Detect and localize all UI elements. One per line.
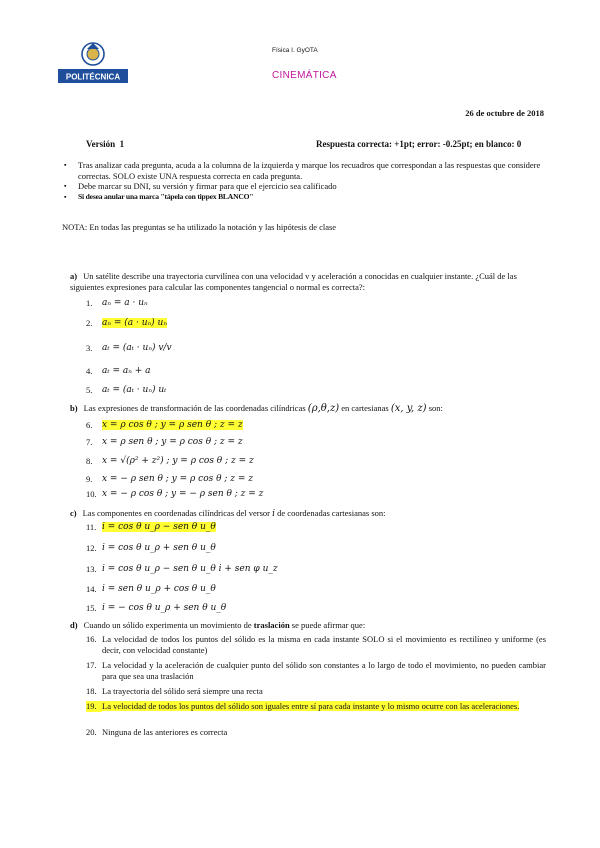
option-11[interactable]: 11. i = cos θ u_ρ − sen θ u_θ xyxy=(86,522,216,532)
cartesian-coords: (x, y, z) xyxy=(390,403,427,414)
option-2[interactable]: 2. aₙ = (a · uₙ) uₙ xyxy=(86,318,167,328)
option-9[interactable]: 9. x = − ρ sen θ ; y = ρ cos θ ; z = z xyxy=(86,474,254,484)
question-text: Las expresiones de transformación de las coordenadas cilíndricas xyxy=(83,403,306,413)
option-17[interactable]: 17. La velocidad y la aceleración de cualquier punto del sólido son constantes a lo largo de todo el movimiento, no pueden cambiar para que sea una traslación xyxy=(86,660,546,681)
logo-text: POLITÉCNICA xyxy=(65,72,121,82)
option-expression: i = − cos θ u_ρ + sen θ u_θ xyxy=(102,603,227,613)
option-14[interactable]: 14. i = sen θ u_ρ + cos θ u_θ xyxy=(86,584,216,594)
option-7[interactable]: 7. x = ρ sen θ ; y = ρ cos θ ; z = z xyxy=(86,437,243,447)
page-title: CINEMÁTICA xyxy=(272,70,337,81)
option-16[interactable]: 16. La velocidad de todos los puntos del sólido es la misma en cada instante SOLO si el movimiento es rectilíneo y uniforme (es decir, con velocidad constante) xyxy=(86,634,546,655)
option-text: La velocidad de todos los puntos del sólido es la misma en cada instante SOLO si el movimiento es rectilíneo y uniforme (es decir, con velocidad constante) xyxy=(102,634,546,655)
option-expression: aₙ = (a · uₙ) uₙ xyxy=(102,318,167,328)
version-label: Versión 1 xyxy=(86,139,125,149)
option-expression: aₜ = aₙ + a xyxy=(102,366,151,376)
question-label: a) xyxy=(70,271,78,281)
option-expression: aₜ = (aₜ · uₙ) uₜ xyxy=(102,385,167,395)
option-expression: i = cos θ u_ρ − sen θ u_θ i + sen φ u_z xyxy=(102,564,278,574)
question-keyword: traslación xyxy=(253,620,290,630)
nota-text: NOTA: En todas las preguntas se ha utilizado la notación y las hipótesis de clase xyxy=(62,222,337,232)
question-text: Cuando un sólido experimenta un movimiento de xyxy=(83,620,252,630)
option-4[interactable]: 4. aₜ = aₙ + a xyxy=(86,366,151,376)
option-expression: x = ρ cos θ ; y = ρ sen θ ; z = z xyxy=(102,420,243,430)
option-expression: aₜ = (aₜ · uₙ) v/v xyxy=(102,343,172,353)
option-expression: x = − ρ cos θ ; y = − ρ sen θ ; z = z xyxy=(102,489,264,499)
option-13[interactable]: 13. i = cos θ u_ρ − sen θ u_θ i + sen φ u_z xyxy=(86,564,278,574)
option-1[interactable]: 1. aₙ = a · uₙ xyxy=(86,298,148,308)
option-text: La velocidad de todos los puntos del sólido son iguales entre sí para cada instante y lo mismo ocurre con las aceleraciones. xyxy=(102,701,520,711)
option-expression: aₙ = a · uₙ xyxy=(102,298,148,308)
university-logo xyxy=(58,40,128,86)
question-d: d) Cuando un sólido experimenta un movimiento de traslación se puede afirmar que: xyxy=(70,620,366,630)
option-6[interactable]: 6. x = ρ cos θ ; y = ρ sen θ ; z = z xyxy=(86,420,243,430)
question-b: b) Las expresiones de transformación de las coordenadas cilíndricas (ρ,θ,z) en cartesianas (x, y, z) son: xyxy=(70,403,443,414)
question-a xyxy=(70,271,550,292)
question-label: c) xyxy=(70,508,77,518)
option-19[interactable]: 19. La velocidad de todos los puntos del sólido son iguales entre sí para cada instante y lo mismo ocurre con las aceleraciones. xyxy=(86,701,520,711)
option-expression: x = ρ sen θ ; y = ρ cos θ ; z = z xyxy=(102,437,243,447)
question-label: d) xyxy=(70,620,78,630)
option-5[interactable]: 5. aₜ = (aₜ · uₙ) uₜ xyxy=(86,385,167,395)
question-c: c) Las componentes en coordenadas cilíndricas del versor i de coordenadas cartesianas son: xyxy=(70,508,386,519)
question-label: b) xyxy=(70,403,78,413)
exam-date: 26 de octubre de 2018 xyxy=(465,108,544,118)
instructions-list xyxy=(62,160,552,202)
option-text: Ninguna de las anteriores es correcta xyxy=(102,727,228,737)
option-expression: i = sen θ u_ρ + cos θ u_θ xyxy=(102,584,216,594)
option-expression: x = √(ρ² + z²) ; y = ρ cos θ ; z = z xyxy=(102,456,254,466)
option-18[interactable]: 18. La trayectoria del sólido será siempre una recta xyxy=(86,686,263,696)
option-20[interactable]: 20. Ninguna de las anteriores es correcta xyxy=(86,727,228,737)
question-text: Las componentes en coordenadas cilíndricas del versor xyxy=(82,508,271,518)
option-expression: i = cos θ u_ρ + sen θ u_θ xyxy=(102,543,216,553)
cylindrical-coords: (ρ,θ,z) xyxy=(307,403,340,414)
option-15[interactable]: 15. i = − cos θ u_ρ + sen θ u_θ xyxy=(86,603,227,613)
instruction-item: ▪ Si desea anular una marca "tápela con tippex BLANCO" xyxy=(62,192,552,203)
option-text: La trayectoria del sólido será siempre una recta xyxy=(102,686,263,696)
instruction-item: ▪ Tras analizar cada pregunta, acuda a la columna de la izquierda y marque los recuadros que correspondan a las respuestas que considere correctas. SOLO existe UNA respuesta correcta en cada pregunta. xyxy=(62,160,552,181)
option-12[interactable]: 12. i = cos θ u_ρ + sen θ u_θ xyxy=(86,543,216,553)
versor-symbol: i xyxy=(272,509,276,519)
option-8[interactable]: 8. x = √(ρ² + z²) ; y = ρ cos θ ; z = z xyxy=(86,456,254,466)
instruction-item: ▪ Debe marcar su DNI, su versión y firmar para que el ejercicio sea calificado xyxy=(62,181,552,192)
option-expression: i = cos θ u_ρ − sen θ u_θ xyxy=(102,522,216,532)
option-10[interactable]: 10. x = − ρ cos θ ; y = − ρ sen θ ; z = z xyxy=(86,489,264,499)
course-name: Física I. GyOTA xyxy=(272,47,318,54)
option-3[interactable]: 3. aₜ = (aₜ · uₙ) v/v xyxy=(86,343,172,353)
scoring-rules: Respuesta correcta: +1pt; error: -0.25pt; en blanco: 0 xyxy=(316,139,522,149)
option-text: La velocidad y la aceleración de cualquier punto del sólido son constantes a lo largo de todo el movimiento, no pueden cambiar para que sea una traslación xyxy=(102,660,546,681)
option-expression: x = − ρ sen θ ; y = ρ cos θ ; z = z xyxy=(102,474,254,484)
question-text: Un satélite describe una trayectoria curvilínea con una velocidad v y aceleración a conocidas en cualquier instante. ¿Cuál de las siguientes expresiones para calcular las componentes tangencial o normal es correcta?: xyxy=(70,271,517,292)
